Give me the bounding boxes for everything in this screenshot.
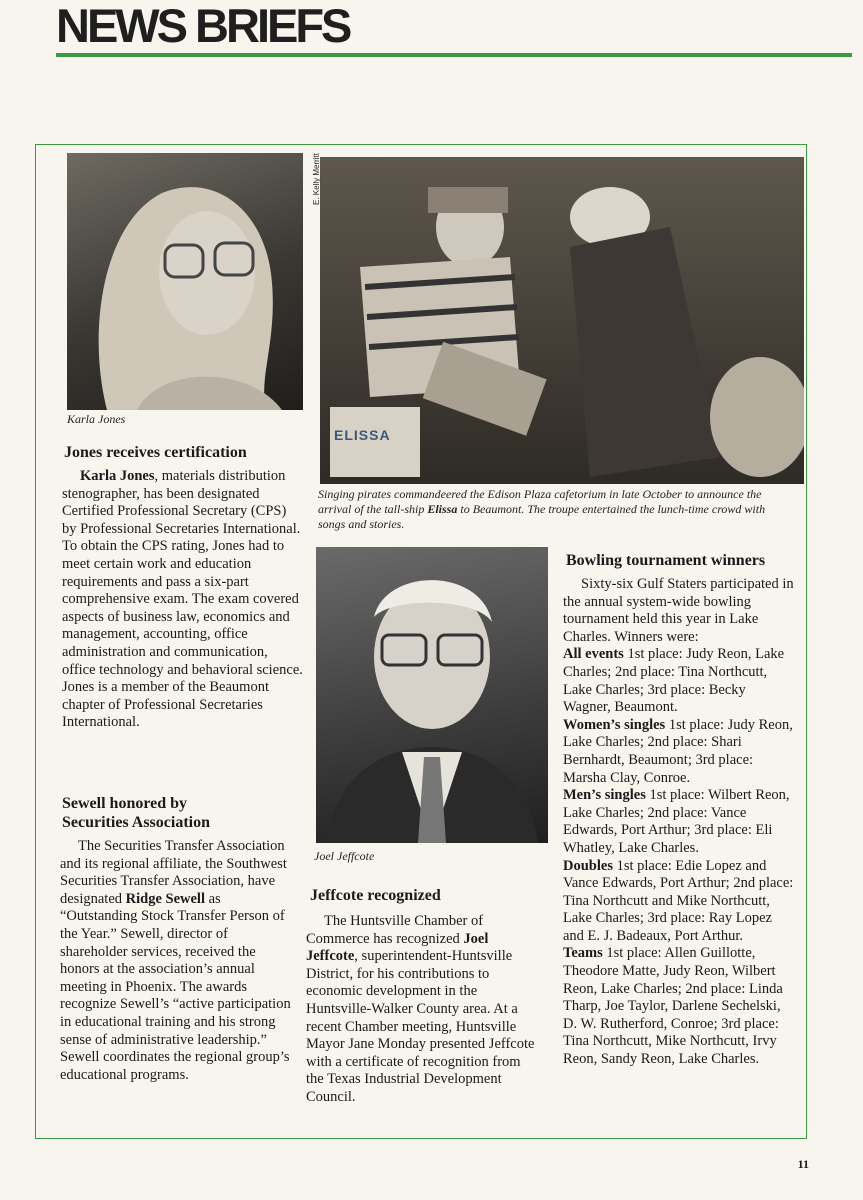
jones-headline: Jones receives certification xyxy=(64,444,247,461)
sewell-headline-line2: Securities Association xyxy=(62,814,210,831)
bowling-body xyxy=(563,576,795,1069)
sewell-text-post: as “Outstanding Stock Transfer Person of the Year.” Sewell, director of shareholder services, received the honors at the association’s annual meeting in Phoenix. The awards recognize Sewell’s “active participation in educational training and his strong sense of administrative leadership.” Sewell coordinates the regional group’s educational programs. xyxy=(60,890,291,1083)
karla-jones-name: Karla Jones xyxy=(80,468,155,484)
ridge-sewell-name: Ridge Sewell xyxy=(125,890,205,907)
bowling-intro: Sixty-six Gulf Staters participated in the annual system-wide bowling tournament held this year in Lake Charles. Winners were: xyxy=(563,576,794,645)
results-mens-singles: 1st place: Wilbert Reon, Lake Charles; 2nd place: Vance Edwards, Port Arthur; 3rd place: Eli Whatley, Lake Charles. xyxy=(563,787,790,856)
results-womens-singles: 1st place: Judy Reon, Lake Charles; 2nd place: Shari Bernhardt, Beaumont; 3rd place: Marsha Clay, Conroe. xyxy=(563,716,793,786)
category-womens-singles: Women’s singles xyxy=(563,716,666,733)
sewell-text-pre: The Securities Transfer Association and its regional affiliate, the Southwest Securities Transfer Association, have designated xyxy=(60,838,287,907)
elissa-banner: ELISSA xyxy=(334,427,391,443)
category-doubles: Doubles xyxy=(563,857,613,874)
results-all-events: 1st place: Judy Reon, Lake Charles; 2nd place: Tina Northcutt, Lake Charles; 3rd place: Becky Wagner, Beaumont. xyxy=(563,646,785,716)
joel-jeffcote-caption: Joel Jeffcote xyxy=(314,849,375,863)
bowling-teams xyxy=(563,945,795,1068)
category-mens-singles: Men’s singles xyxy=(563,787,646,804)
bowling-mens-singles xyxy=(563,787,795,857)
jones-text: , materials distribution stenographer, has been designated Certified Professional Secretary (CPS) by Professional Secretaries International. To obtain the CPS rating, Jones had to meet certain work and education requirements and pass a six-part comprehensive exam. The exam covered aspects of business law, economics and management, accounting, office administration and communication, office technology and behavioral science. Jones is a member of the Beaumont chapter of Professional Secretaries International. xyxy=(62,468,303,731)
page-number: 11 xyxy=(797,1157,809,1171)
bowling-womens-singles xyxy=(563,717,795,787)
jeffcote-body xyxy=(306,913,538,1107)
pirates-illustration xyxy=(320,157,804,484)
pirates-caption xyxy=(318,487,788,532)
portrait-illustration xyxy=(67,153,303,410)
category-teams: Teams xyxy=(563,945,603,962)
sewell-headline xyxy=(62,794,210,832)
joel-jeffcote-name: Joel Jeffcote xyxy=(306,930,489,965)
pirates-caption-ship: Elissa xyxy=(427,502,458,516)
sewell-body xyxy=(60,838,298,1084)
jones-body xyxy=(62,468,304,732)
results-teams: 1st place: Allen Guillotte, Theodore Matte, Judy Reon, Wilbert Reon, Lake Charles; 2nd place: Linda Tharp, Joe Taylor, Darlene Sechelski, D. W. Rutherford, Conroe; 3rd place: Tina Northcutt, Mike Northcutt, Irvy Reon, Sandy Reon, Lake Charles. xyxy=(563,945,783,1068)
pirates-photo xyxy=(320,157,804,484)
photo-credit: E. Kelly Merritt xyxy=(312,152,321,205)
results-doubles: 1st place: Edie Lopez and Vance Edwards, Port Arthur; 2nd place: Tina Northcutt and Mike Northcutt, Lake Charles; 3rd place: Ray Lopez and E. J. Badeaux, Port Arthur. xyxy=(563,857,794,944)
joel-jeffcote-photo xyxy=(316,547,548,843)
sewell-headline-line1: Sewell honored by xyxy=(62,795,188,812)
karla-jones-caption: Karla Jones xyxy=(67,412,126,426)
jeffcote-illustration xyxy=(316,547,548,843)
bowling-doubles xyxy=(563,858,795,946)
jeffcote-headline: Jeffcote recognized xyxy=(310,887,441,904)
jeffcote-text-pre: The Huntsville Chamber of Commerce has recognized xyxy=(306,913,484,947)
karla-jones-photo xyxy=(67,153,303,410)
pirates-caption-pre: Singing pirates commandeered the Edison Plaza cafetorium in late October to announce the arrival of the tall-ship xyxy=(318,487,762,516)
jeffcote-text-post: , superintendent-Huntsville District, for his contributions to economic development in the Huntsville-Walker County area. At a recent Chamber meeting, Huntsville Mayor Jane Monday presented Jeffcote with a certificate of recognition from the Texas Industrial Development Council. xyxy=(306,948,535,1105)
page-title: NEWS BRIEFS xyxy=(56,0,350,52)
bowling-all-events xyxy=(563,646,795,716)
bowling-headline: Bowling tournament winners xyxy=(566,552,766,569)
pirates-caption-post: to Beaumont. The troupe entertained the lunch-time crowd with songs and stories. xyxy=(318,502,766,531)
category-all-events: All events xyxy=(563,646,624,663)
title-rule xyxy=(56,53,852,57)
